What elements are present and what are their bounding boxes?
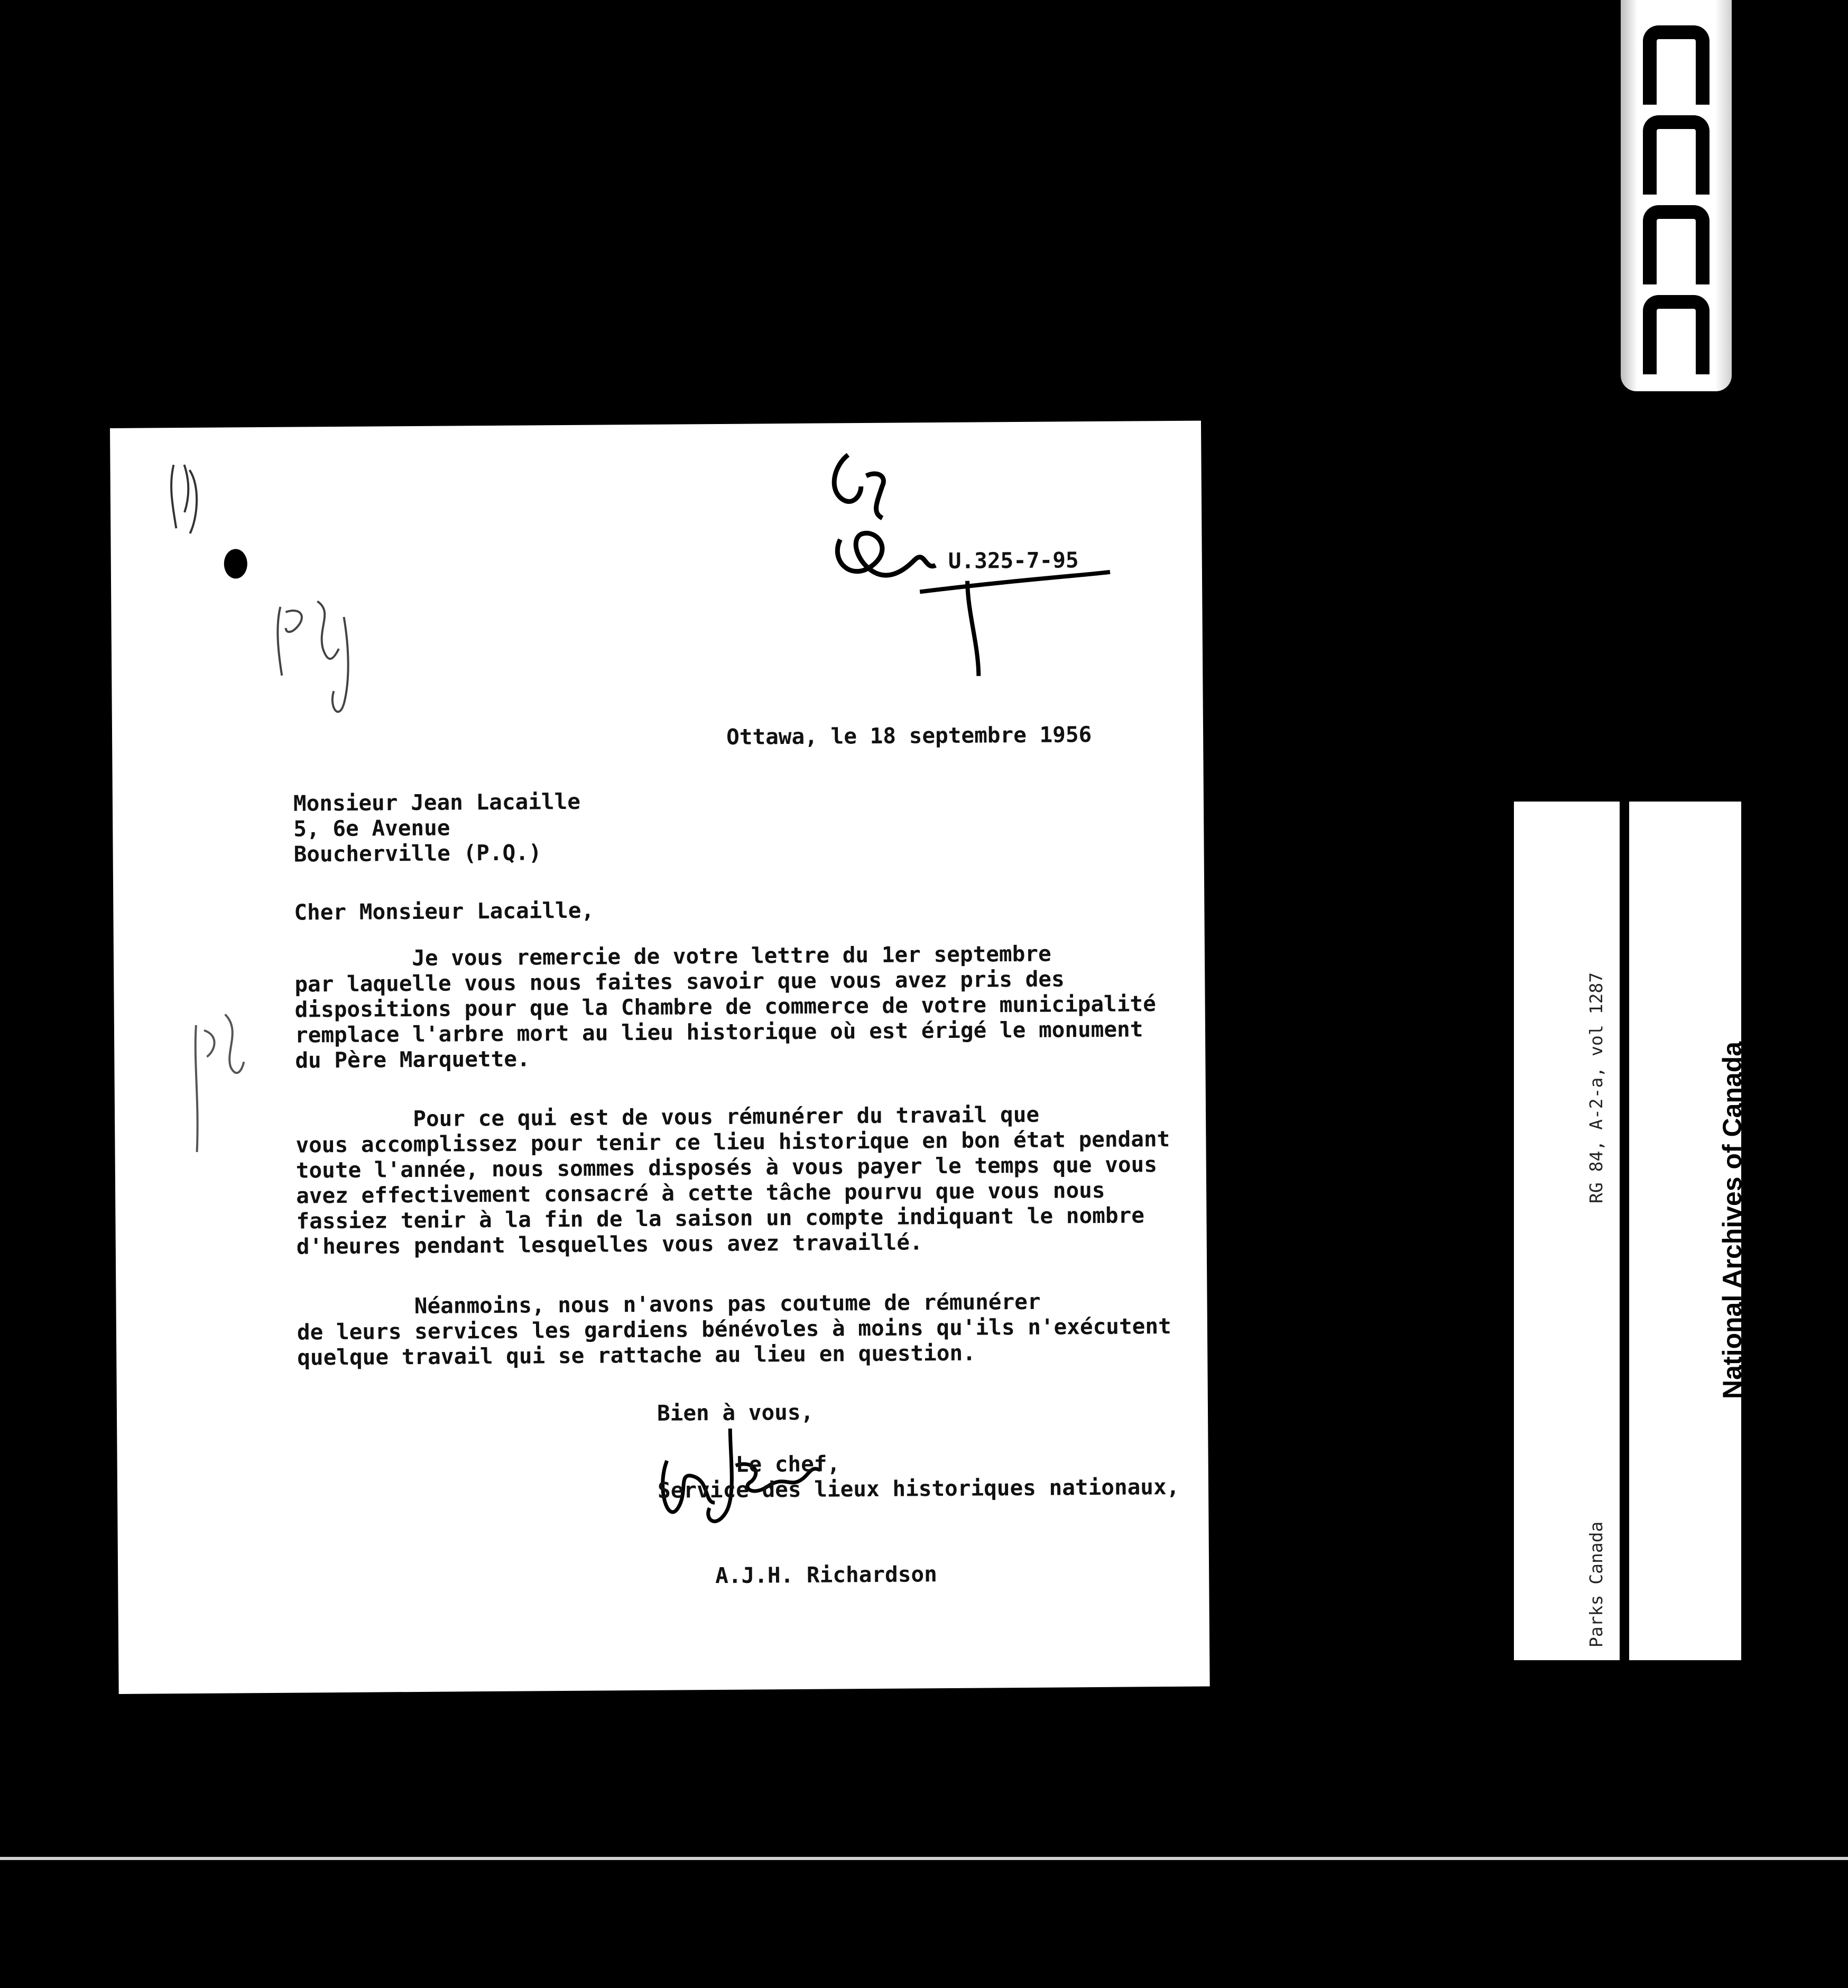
paragraph-line: Néanmoins, nous n'avons pas coutume de rémunérer [297, 1288, 1041, 1320]
signature-title: Le chef, [735, 1451, 840, 1477]
archives-card [1629, 802, 1831, 1660]
margin-initials [278, 601, 348, 712]
frame-counter-mark [1643, 115, 1710, 195]
paragraph-line: avez effectivement consacré à cette tâche pourvu que vous nous [295, 1177, 1105, 1209]
paragraph-line: dispositions pour que la Chambre de commerce de votre municipalité [294, 991, 1156, 1023]
paragraph-line: Pour ce qui est de vous rémunérer du travail que [295, 1101, 1040, 1133]
letter-page [110, 421, 1210, 1694]
signature-title: Service des lieux historiques nationaux, [657, 1474, 1180, 1503]
record-group: RG 84, A-2-a, vol 1287 [1586, 972, 1607, 1203]
parks-canada-en: Parks Canada [1586, 1521, 1607, 1648]
closing: Bien à vous, [657, 1399, 814, 1426]
paragraph-line: Je vous remercie de votre lettre du 1er septembre [294, 941, 1051, 972]
label-divider [1620, 802, 1629, 1660]
paragraph-line: d'heures pendant lesquelles vous avez travaillé. [296, 1229, 923, 1259]
margin-initials-left [195, 1014, 244, 1152]
paragraph-line: vous accomplissez pour tenir ce lieu historique en bon état pendant [295, 1126, 1170, 1158]
ink-blot [224, 549, 247, 578]
archives-name-en: National Archives of Canada [1717, 1041, 1747, 1399]
frame-counter-mark [1643, 25, 1710, 105]
address-line: Monsieur Jean Lacaille [293, 788, 581, 816]
paragraph-line: quelque travail qui se rattache au lieu en question. [297, 1340, 976, 1370]
salutation: Cher Monsieur Lacaille, [294, 897, 595, 925]
paragraph-line: fassiez tenir à la fin de la saison un compte indiquant le nombre [296, 1202, 1145, 1234]
paragraph-line: de leurs services les gardiens bénévoles à moins qu'ils n'exécutent [297, 1313, 1171, 1345]
archives-name-fr: Archives nationales du Canada [1800, 1007, 1831, 1399]
address-line: Boucherville (P.Q.) [293, 840, 542, 867]
bottom-rule [0, 1857, 1848, 1860]
margin-scribble [171, 465, 197, 533]
file-reference: U.325-7-95 [948, 547, 1079, 574]
frame-counter-mark [1643, 295, 1710, 374]
initials-mark [834, 454, 936, 576]
initials-underline [920, 572, 1111, 677]
paragraph-line: par laquelle vous nous faites savoir que vous avez pris des [294, 966, 1065, 997]
frame-counter-mark [1643, 205, 1710, 284]
date-line: Ottawa, le 18 septembre 1956 [726, 722, 1092, 750]
archive-label [1514, 802, 1831, 1660]
paragraph-line: du Père Marquette. [295, 1046, 530, 1073]
frame-counter-strip [1621, 0, 1732, 391]
paragraph-line: remplace l'arbre mort au lieu historique où est érigé le monument [294, 1016, 1143, 1048]
archives-name [1663, 1007, 1848, 1399]
signatory-name: A.J.H. Richardson [715, 1561, 937, 1589]
address-line: 5, 6e Avenue [293, 815, 450, 842]
paragraph-line: toute l'année, nous sommes disposés à vous payer le temps que vous [295, 1152, 1158, 1183]
